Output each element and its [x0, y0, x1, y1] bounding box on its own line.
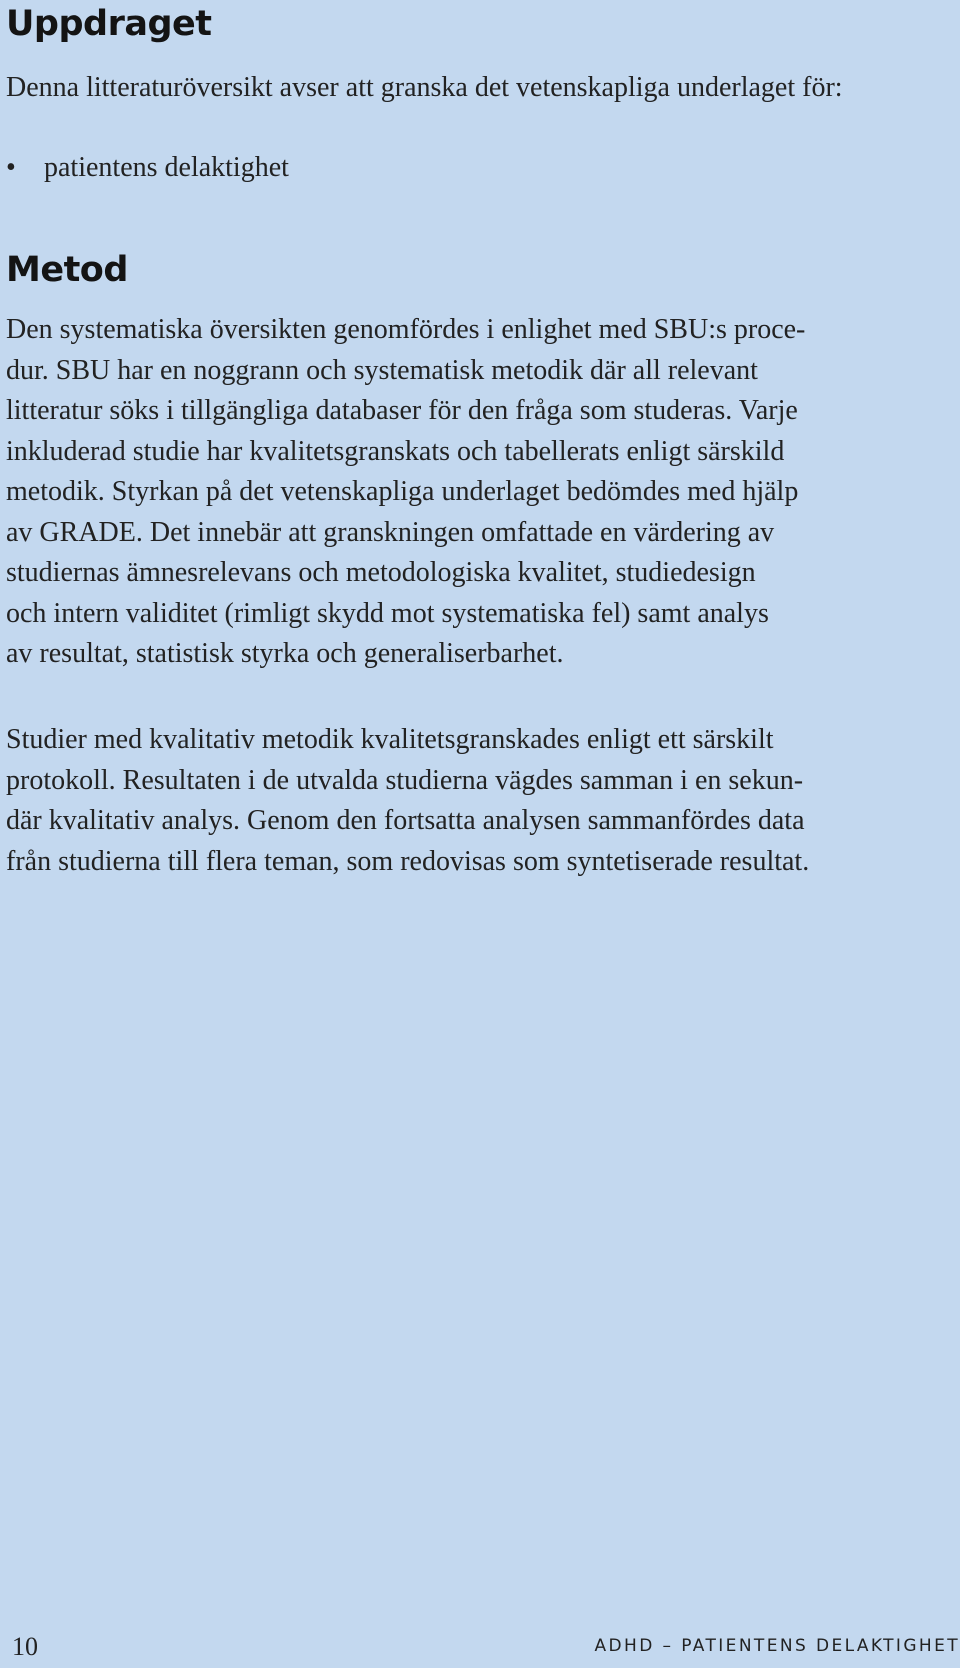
bullet-list	[6, 148, 289, 188]
page-footer	[6, 1632, 960, 1662]
metod-paragraph-1	[6, 310, 954, 675]
text-line: av resultat, statistisk styrka och generaliserbarhet.	[6, 638, 564, 669]
text-line: protokoll. Resultaten i de utvalda studierna vägdes samman i en sekun-	[6, 764, 804, 796]
bullet-icon: •	[6, 152, 16, 183]
text-line: litteratur söks i tillgängliga databaser för den fråga som studeras. Varje	[6, 395, 798, 426]
list-item	[6, 148, 289, 188]
text-line: Den systematiska översikten genomfördes i enlighet med SBU:s proce-	[6, 314, 806, 345]
metod-paragraph-2	[6, 720, 954, 882]
text-line: metodik. Styrkan på det vetenskapliga underlaget bedömdes med hjälp	[6, 476, 799, 507]
page-number: 10	[12, 1632, 38, 1661]
text-line: Studier med kvalitativ metodik kvalitetsgranskades enligt ett särskilt	[6, 724, 774, 755]
text-line: och intern validitet (rimligt skydd mot systematiska fel) samt analys	[6, 597, 769, 629]
text-line: från studierna till flera teman, som redovisas som syntetiserade resultat.	[6, 845, 810, 877]
list-item-text: patientens delaktighet	[44, 152, 289, 183]
section-heading-uppdraget: Uppdraget	[6, 4, 212, 44]
running-title: ADHD – PATIENTENS DELAKTIGHET	[594, 1636, 960, 1656]
section-heading-metod: Metod	[6, 250, 128, 290]
text-line: där kvalitativ analys. Genom den fortsatta analysen sammanfördes data	[6, 805, 805, 836]
text-line: studiernas ämnesrelevans och metodologiska kvalitet, studiedesign	[6, 557, 756, 588]
text-line: dur. SBU har en noggrann och systematisk metodik där all relevant	[6, 354, 758, 386]
text-line: av GRADE. Det innebär att granskningen omfattade en värdering av	[6, 516, 775, 548]
text-line: inkluderad studie har kvalitetsgranskats och tabellerats enligt särskild	[6, 435, 785, 467]
intro-paragraph: Denna litteraturöversikt avser att granska det vetenskapliga underlaget för:	[6, 72, 843, 103]
